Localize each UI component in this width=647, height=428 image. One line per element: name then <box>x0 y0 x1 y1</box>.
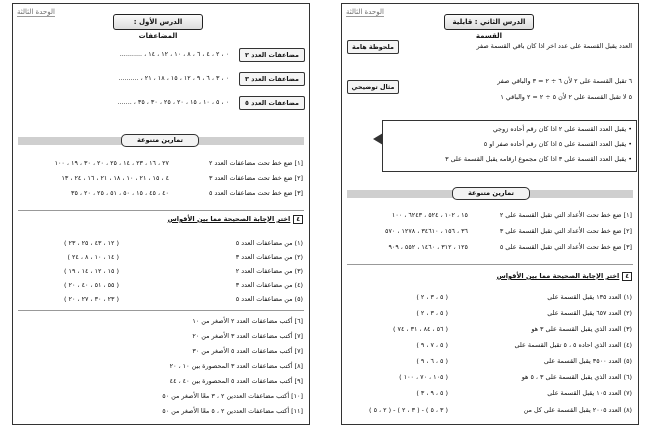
exercise-values: ٢٧ ، ١٦ ، ٢٣ ، ١٤ ، ٢٥ ، ٢٠ ، ٣٠ ، ١٩ ، ١٠٠ <box>54 159 169 167</box>
exercise-values: ١٥ ، ١٠٢ ، ٥٢٤ ، ٦٢٤٣ ، ١٠٠ <box>391 211 468 219</box>
exercise-values: ٤ ، ١٥ ، ٢١ ، ١٠ ، ١٨ ، ٢١ ، ١٦ ، ٢٤ ، ١٣ <box>61 174 169 182</box>
rule-text: يقبل العدد القسمة على ٣ اذا كان مجموع ارقامه يقبل القسمة على ٣ <box>445 155 627 163</box>
divider <box>347 264 633 265</box>
write-item: [٧] أكتب مضاعفات العدد ٣ الأصغر من ٢٠ <box>192 332 303 340</box>
choice-question: (٧) العدد ١٠٥ يقبل القسمة على <box>547 389 632 397</box>
important-note-label: ملحوظة هامة <box>347 40 399 54</box>
choice-options: ( ١٤ ، ١٠ ، ٨ ، ٢٤ ) <box>67 253 119 261</box>
write-item: [١١] أكتب مضاعفات العددين ٢ ، ٥ معًا الأصغر من ٥٠ <box>162 407 303 415</box>
example-label: مثال توضيحي <box>347 80 399 94</box>
left-worksheet <box>12 3 310 425</box>
choice-question: (٤) من مضاعفات العدد ٣ <box>235 281 303 289</box>
choice-question: (٢) من مضاعفات العدد ٣ <box>235 253 303 261</box>
exercise-label: [٢] ضع خط تحت الأعداد التي تقبل القسمة على ٣ <box>499 227 632 235</box>
question-number: ٤ <box>293 215 303 224</box>
write-item: [٨] أكتب مضاعفات العدد ٣ المحصورة بين ١٠ ، ٢٠ <box>169 362 303 370</box>
write-item: [١٠] أكتب مضاعفات العددين ٢ ، ٣ معًا الأصغر من ٥٠ <box>162 392 303 400</box>
choice-question: (٨) العدد ٢٠٠٥ يقبل القسمة على كل من <box>523 406 632 414</box>
multiples-values: ٠ ، ٥ ، ١٠ ، ١٥ ، ٢٠ ، ٢٥ ، ٣٠ ، ٣٥ ، ....... <box>117 98 229 106</box>
choice-options: ( ٣ ، ٥ ) - ( ٣ ، ٢ ) - ( ٢ ، ٥ ) <box>369 406 448 414</box>
exercise-values: ١٢٥ ، ٣١٢ ، ١٤٦٠ ، ٥٥٢ ، ٩٠٩ <box>388 243 468 251</box>
choice-question: (٥) العدد ٣٥٠٠ يقبل القسمة على <box>543 357 632 365</box>
divider <box>18 210 304 211</box>
question-number: ٤ <box>622 272 632 281</box>
write-item: [٧] أكتب مضاعفات العدد ٥ الأصغر من ٣٠ <box>192 347 303 355</box>
exercise-label: [١] ضع خط تحت مضاعفات العدد ٢ <box>208 159 303 167</box>
choice-options: ( ١٢ ، ٤٣ ، ٢٥ ، ٢٣ ) <box>64 239 119 247</box>
choice-question: (٣) من مضاعفات العدد ٢ <box>235 267 303 275</box>
exercise-values: ٣٦ ، ١٥٦ ، ٣٤٦١٠ ، ١٢٧٨ ، ٥٧٠ <box>385 227 468 235</box>
exercise-values: ٤٠ ، ٤٥ ، ١٥ ، ٥٠ ، ٥١ ، ٢٥ ، ٢٠ ، ٣٥ <box>71 189 169 197</box>
choice-question: (٥) من مضاعفات العدد ٥ <box>235 295 303 303</box>
multiples-values: ٠ ، ٢ ، ٤ ، ٦ ، ٨ ، ١٠ ، ١٢ ، ١٤ ، ........... <box>119 50 229 58</box>
question-heading <box>497 272 632 281</box>
unit-label: الوحدة الثالثة <box>346 8 384 16</box>
choice-options: ( ٥ ، ٣ ، ٢ ) <box>416 293 448 301</box>
multiples-label: مضاعفات العدد ٥ <box>239 96 305 110</box>
rule-text: يقبل العدد القسمة على ٢ اذا كان رقم أحاده زوجي <box>492 125 627 133</box>
choice-options: ( ٥٦ ، ٨٤ ، ٣١ ، ٧٤ ) <box>393 325 448 333</box>
choice-options: ( ٥ ، ٣ ، ٢ ) <box>416 309 448 317</box>
rule-item: • يقبل العدد القسمة على ٥ اذا كان رقم أحاده صفر او ٥ <box>483 140 632 148</box>
choice-question: (٤) العدد الذي احاده ٥ ، ٥ تقبل القسمة على <box>514 341 632 349</box>
choice-question: (١) العدد ١٣٥ يقبل القسمة على <box>547 293 632 301</box>
rule-item: • يقبل العدد القسمة على ٣ اذا كان مجموع ارقامه يقبل القسمة على ٣ <box>445 155 632 163</box>
choice-question: (٣) العدد الذي يقبل القسمة على ٣ هو <box>531 325 632 333</box>
multiples-values: ٠ ، ٣ ، ٦ ، ٩ ، ١٢ ، ١٥ ، ١٨ ، ٢١ ، .......... <box>118 74 229 82</box>
choice-question: (٢) العدد ٦٥٧ يقبل القسمة على <box>547 309 632 317</box>
choice-question: (١) من مضاعفات العدد ٥ <box>235 239 303 247</box>
multiples-label: مضاعفات العدد ٢ <box>239 48 305 62</box>
example-line: ٥ لا تقبل القسمة على ٢ لأن ٥ ÷ ٢ = ٢ والباقي ١ <box>500 93 632 101</box>
exercise-label: [٣] ضع خط تحت مضاعفات العدد ٥ <box>208 189 303 197</box>
important-note-text: العدد يقبل القسمة على عدد اخر اذا كان باقي القسمة صفر <box>476 42 632 50</box>
lesson-title: الدرس الثاني : قابلية القسمة <box>444 14 534 30</box>
question-heading <box>168 215 303 224</box>
write-item: [٦] أكتب مضاعفات العدد ٢ الأصغر من ١٠ <box>192 317 303 325</box>
example-line: ٦ تقبل القسمة على ٢ لأن ٦ ÷ ٢ = ٣ والباقي صفر <box>497 77 632 85</box>
choice-question: (٦) العدد الذي يقبل القسمة على ٣ ، ٥ هو <box>521 373 632 381</box>
question-heading-text: اختر الإجابة الصحيحة مما بين الأقواس <box>167 215 291 223</box>
choice-options: ( ١٠٥ ، ٧٠ ، ١٠٠ ) <box>399 373 448 381</box>
right-worksheet <box>341 3 639 425</box>
exercise-label: [١] ضع خط تحت الأعداد التي تقبل القسمة على ٢ <box>499 211 632 219</box>
choice-options: ( ٢٣ ، ٣٠ ، ٢٧ ، ٢٠ ) <box>64 295 119 303</box>
divider <box>18 310 304 311</box>
write-item: [٩] أكتب مضاعفات العدد ٥ المحصورة بين ٤٠ ، ٤٤ <box>169 377 303 385</box>
rule-text: يقبل العدد القسمة على ٥ اذا كان رقم أحاده صفر او ٥ <box>483 140 627 148</box>
choice-options: ( ٥ ، ٩ ، ٣ ) <box>416 389 448 397</box>
exercise-label: [٣] ضع خط تحت الأعداد التي تقبل القسمة على ٥ <box>499 243 632 251</box>
choice-options: ( ١٥ ، ١٢ ، ١٤ ، ١٩ ) <box>64 267 119 275</box>
choice-options: ( ٥ ، ٦ ، ٩ ) <box>416 357 448 365</box>
exercises-title: تمارين متنوعة <box>121 134 199 147</box>
lesson-title: الدرس الأول : المضاعفات <box>113 14 203 30</box>
exercises-title: تمارين متنوعة <box>452 187 530 200</box>
rule-item: • يقبل العدد القسمة على ٢ اذا كان رقم أحاده زوجي <box>492 125 632 133</box>
exercise-label: [٢] ضع خط تحت مضاعفات العدد ٣ <box>208 174 303 182</box>
unit-label: الوحدة الثالثة <box>17 8 55 16</box>
multiples-label: مضاعفات العدد ٣ <box>239 72 305 86</box>
question-heading-text: اختر الإجابة الصحيحة مما بين الأقواس <box>496 272 620 280</box>
choice-options: ( ٥٥ ، ٥١ ، ٤٠ ، ٢٠ ) <box>64 281 119 289</box>
choice-options: ( ٥ ، ٧ ، ٩ ) <box>416 341 448 349</box>
